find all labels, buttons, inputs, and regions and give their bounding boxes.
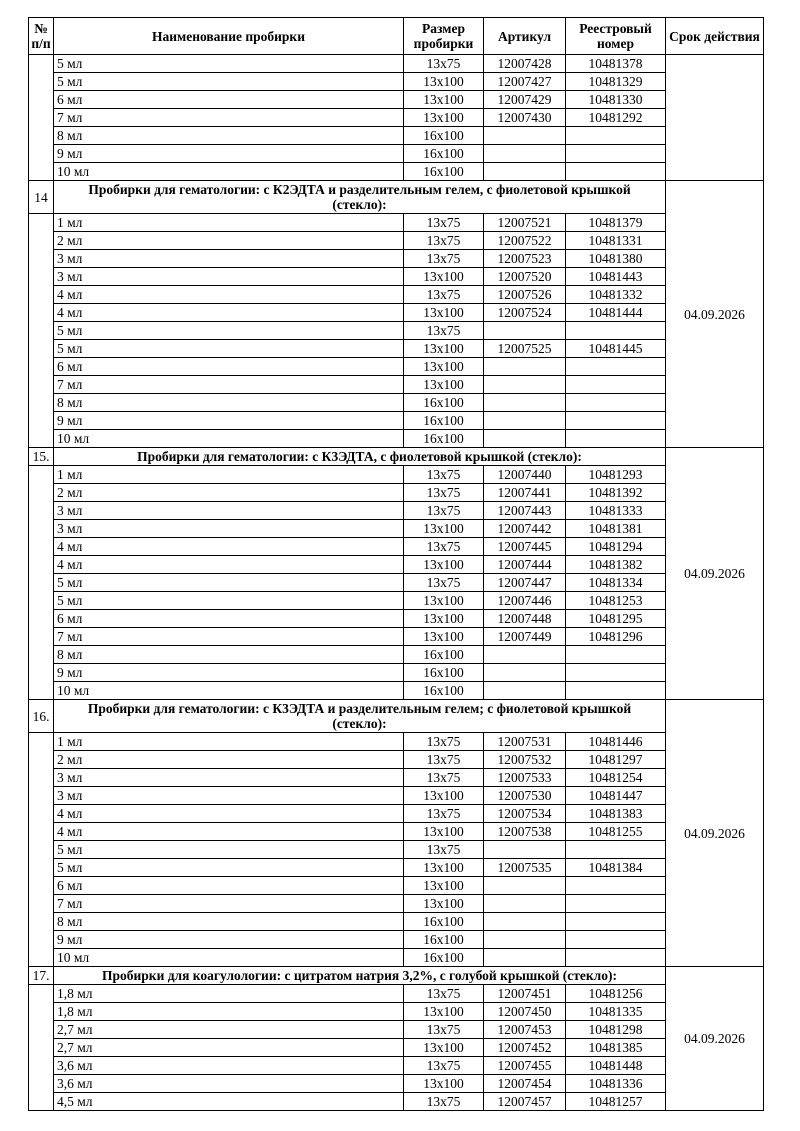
tube-name-cell: 1,8 мл (54, 985, 404, 1003)
table-row (29, 91, 764, 109)
tube-size-cell: 16x100 (404, 394, 484, 412)
tube-size-cell: 13x100 (404, 109, 484, 127)
article-cell: 12007442 (484, 520, 566, 538)
tube-name-cell: 3 мл (54, 520, 404, 538)
registry-number-cell: 10481336 (566, 1075, 666, 1093)
table-row (29, 841, 764, 859)
col-header-registry-number: Реестровый номер (566, 18, 666, 55)
tube-size-cell: 13x75 (404, 502, 484, 520)
tube-size-cell: 16x100 (404, 664, 484, 682)
article-cell: 12007446 (484, 592, 566, 610)
tube-name-cell: 1,8 мл (54, 1003, 404, 1021)
tube-size-cell: 13x100 (404, 520, 484, 538)
table-row (29, 502, 764, 520)
article-cell: 12007457 (484, 1093, 566, 1111)
registry-number-cell: 10481295 (566, 610, 666, 628)
tube-name-cell: 5 мл (54, 340, 404, 358)
tube-size-cell: 16x100 (404, 913, 484, 931)
article-cell (484, 376, 566, 394)
registry-number-cell (566, 163, 666, 181)
table-row (29, 769, 764, 787)
tube-size-cell: 13x75 (404, 733, 484, 751)
tube-name-cell: 3 мл (54, 787, 404, 805)
article-cell (484, 145, 566, 163)
table-row (29, 733, 764, 751)
section-title-cell: Пробирки для гематологии: с К3ЭДТА, с фиолетовой крышкой (стекло): (54, 448, 666, 466)
tube-size-cell: 13x100 (404, 1039, 484, 1057)
validity-cell: 04.09.2026 (666, 967, 764, 1111)
tube-name-cell: 7 мл (54, 376, 404, 394)
article-cell: 12007430 (484, 109, 566, 127)
tube-name-cell: 3 мл (54, 250, 404, 268)
registry-number-cell (566, 145, 666, 163)
article-cell: 12007535 (484, 859, 566, 877)
table-row (29, 322, 764, 340)
article-cell: 12007445 (484, 538, 566, 556)
table-row (29, 1093, 764, 1111)
registry-number-cell: 10481331 (566, 232, 666, 250)
article-cell (484, 322, 566, 340)
tube-size-cell: 16x100 (404, 430, 484, 448)
tube-name-cell: 3,6 мл (54, 1057, 404, 1075)
registry-number-cell (566, 841, 666, 859)
section-number-spacer-cell (29, 733, 54, 967)
tube-name-cell: 1 мл (54, 466, 404, 484)
table-row (29, 538, 764, 556)
table-row (29, 73, 764, 91)
tube-name-cell: 10 мл (54, 163, 404, 181)
registry-number-cell (566, 664, 666, 682)
article-cell (484, 664, 566, 682)
tube-size-cell: 13x75 (404, 841, 484, 859)
tube-size-cell: 13x75 (404, 250, 484, 268)
article-cell: 12007522 (484, 232, 566, 250)
tube-name-cell: 10 мл (54, 682, 404, 700)
article-cell (484, 412, 566, 430)
registry-number-cell: 10481296 (566, 628, 666, 646)
tube-size-cell: 13x75 (404, 322, 484, 340)
col-header-validity: Срок действия (666, 18, 764, 55)
registry-number-cell: 10481445 (566, 340, 666, 358)
section-header-row (29, 448, 764, 466)
table-row (29, 664, 764, 682)
table-row (29, 592, 764, 610)
section-title-cell: Пробирки для гематологии: с К2ЭДТА и разделительным гелем, с фиолетовой крышкой (стекло): (54, 181, 666, 214)
tube-name-cell: 1 мл (54, 733, 404, 751)
registry-number-cell: 10481335 (566, 1003, 666, 1021)
tube-size-cell: 13x100 (404, 823, 484, 841)
table-header-row (29, 18, 764, 55)
table-row (29, 1057, 764, 1075)
article-cell (484, 913, 566, 931)
table-row (29, 949, 764, 967)
section-title-cell: Пробирки для гематологии: с К3ЭДТА и разделительным гелем; с фиолетовой крышкой (стекло): (54, 700, 666, 733)
table-row (29, 127, 764, 145)
tube-name-cell: 7 мл (54, 895, 404, 913)
table-row (29, 55, 764, 73)
article-cell: 12007538 (484, 823, 566, 841)
tube-size-cell: 13x75 (404, 55, 484, 73)
tube-name-cell: 2 мл (54, 484, 404, 502)
table-row (29, 859, 764, 877)
table-row (29, 877, 764, 895)
table-row (29, 286, 764, 304)
article-cell: 12007427 (484, 73, 566, 91)
tube-size-cell: 13x100 (404, 1003, 484, 1021)
section-number-spacer-cell (29, 466, 54, 700)
tube-name-cell: 1 мл (54, 214, 404, 232)
table-row (29, 268, 764, 286)
table-row (29, 751, 764, 769)
table-row (29, 1003, 764, 1021)
tube-size-cell: 13x75 (404, 214, 484, 232)
tube-name-cell: 6 мл (54, 358, 404, 376)
registry-number-cell: 10481379 (566, 214, 666, 232)
table-row (29, 913, 764, 931)
validity-cell (666, 55, 764, 181)
table-row (29, 466, 764, 484)
table-row (29, 394, 764, 412)
article-cell: 12007448 (484, 610, 566, 628)
tube-name-cell: 2 мл (54, 751, 404, 769)
article-cell: 12007530 (484, 787, 566, 805)
registry-number-cell: 10481384 (566, 859, 666, 877)
tube-name-cell: 5 мл (54, 859, 404, 877)
tube-name-cell: 3 мл (54, 268, 404, 286)
tube-name-cell: 4 мл (54, 286, 404, 304)
registry-number-cell: 10481334 (566, 574, 666, 592)
registry-number-cell: 10481332 (566, 286, 666, 304)
tube-name-cell: 8 мл (54, 913, 404, 931)
registry-number-cell: 10481382 (566, 556, 666, 574)
table-row (29, 1075, 764, 1093)
article-cell: 12007531 (484, 733, 566, 751)
table-row (29, 163, 764, 181)
tube-name-cell: 6 мл (54, 610, 404, 628)
registry-number-cell: 10481254 (566, 769, 666, 787)
tube-size-cell: 13x75 (404, 1057, 484, 1075)
article-cell: 12007452 (484, 1039, 566, 1057)
section-number-spacer-cell (29, 55, 54, 181)
article-cell: 12007524 (484, 304, 566, 322)
table-row (29, 520, 764, 538)
section-header-row (29, 181, 764, 214)
tube-size-cell: 13x100 (404, 592, 484, 610)
section-number-cell: 17. (29, 967, 54, 985)
registry-number-cell (566, 949, 666, 967)
table-row (29, 646, 764, 664)
table-row (29, 556, 764, 574)
tube-size-cell: 13x100 (404, 787, 484, 805)
section-number-spacer-cell (29, 985, 54, 1111)
table-row (29, 358, 764, 376)
tube-size-cell: 13x75 (404, 232, 484, 250)
tube-name-cell: 9 мл (54, 412, 404, 430)
registry-number-cell (566, 646, 666, 664)
tube-size-cell: 13x100 (404, 1075, 484, 1093)
registry-number-cell: 10481297 (566, 751, 666, 769)
table-row (29, 340, 764, 358)
registry-number-cell: 10481444 (566, 304, 666, 322)
tube-size-cell: 16x100 (404, 145, 484, 163)
registry-number-cell: 10481383 (566, 805, 666, 823)
article-cell (484, 877, 566, 895)
table-row (29, 682, 764, 700)
tube-size-cell: 13x75 (404, 484, 484, 502)
registry-number-cell: 10481294 (566, 538, 666, 556)
tube-name-cell: 9 мл (54, 664, 404, 682)
tube-size-cell: 13x100 (404, 556, 484, 574)
tube-name-cell: 7 мл (54, 628, 404, 646)
article-cell (484, 163, 566, 181)
registry-number-cell (566, 931, 666, 949)
table-row (29, 250, 764, 268)
registry-number-cell: 10481443 (566, 268, 666, 286)
registry-number-cell (566, 358, 666, 376)
article-cell: 12007450 (484, 1003, 566, 1021)
tube-registry-table (28, 17, 764, 1111)
tube-size-cell: 16x100 (404, 949, 484, 967)
tube-name-cell: 9 мл (54, 931, 404, 949)
article-cell: 12007455 (484, 1057, 566, 1075)
tube-name-cell: 6 мл (54, 91, 404, 109)
registry-number-cell: 10481447 (566, 787, 666, 805)
registry-number-cell: 10481448 (566, 1057, 666, 1075)
registry-number-cell: 10481298 (566, 1021, 666, 1039)
tube-name-cell: 4 мл (54, 538, 404, 556)
tube-size-cell: 13x100 (404, 859, 484, 877)
registry-number-cell (566, 322, 666, 340)
tube-name-cell: 3 мл (54, 769, 404, 787)
registry-number-cell: 10481378 (566, 55, 666, 73)
article-cell (484, 895, 566, 913)
tube-size-cell: 13x100 (404, 304, 484, 322)
tube-size-cell: 13x75 (404, 574, 484, 592)
tube-name-cell: 4 мл (54, 556, 404, 574)
validity-cell: 04.09.2026 (666, 700, 764, 967)
registry-number-cell (566, 913, 666, 931)
article-cell: 12007444 (484, 556, 566, 574)
tube-size-cell: 13x100 (404, 73, 484, 91)
table-row (29, 232, 764, 250)
article-cell: 12007526 (484, 286, 566, 304)
table-row (29, 1021, 764, 1039)
tube-name-cell: 3 мл (54, 502, 404, 520)
article-cell (484, 358, 566, 376)
tube-size-cell: 13x100 (404, 376, 484, 394)
registry-number-cell: 10481392 (566, 484, 666, 502)
article-cell (484, 682, 566, 700)
tube-size-cell: 16x100 (404, 931, 484, 949)
tube-size-cell: 16x100 (404, 646, 484, 664)
tube-name-cell: 3,6 мл (54, 1075, 404, 1093)
tube-size-cell: 16x100 (404, 163, 484, 181)
tube-size-cell: 13x100 (404, 358, 484, 376)
article-cell: 12007443 (484, 502, 566, 520)
tube-size-cell: 16x100 (404, 412, 484, 430)
registry-number-cell: 10481293 (566, 466, 666, 484)
article-cell: 12007428 (484, 55, 566, 73)
col-header-article: Артикул (484, 18, 566, 55)
tube-name-cell: 4 мл (54, 304, 404, 322)
article-cell: 12007533 (484, 769, 566, 787)
tube-size-cell: 13x75 (404, 751, 484, 769)
registry-number-cell: 10481380 (566, 250, 666, 268)
table-row (29, 628, 764, 646)
tube-size-cell: 13x75 (404, 286, 484, 304)
section-number-spacer-cell (29, 214, 54, 448)
tube-name-cell: 2,7 мл (54, 1021, 404, 1039)
section-number-cell: 14 (29, 181, 54, 214)
tube-name-cell: 5 мл (54, 73, 404, 91)
table-row (29, 610, 764, 628)
section-number-cell: 16. (29, 700, 54, 733)
tube-name-cell: 4 мл (54, 823, 404, 841)
col-header-tube-name: Наименование пробирки (54, 18, 404, 55)
table-row (29, 1039, 764, 1057)
tube-name-cell: 6 мл (54, 877, 404, 895)
tube-size-cell: 13x75 (404, 538, 484, 556)
tube-name-cell: 5 мл (54, 55, 404, 73)
tube-name-cell: 4,5 мл (54, 1093, 404, 1111)
table-row (29, 376, 764, 394)
tube-size-cell: 13x100 (404, 895, 484, 913)
registry-number-cell (566, 682, 666, 700)
registry-number-cell (566, 376, 666, 394)
article-cell: 12007534 (484, 805, 566, 823)
table-row (29, 145, 764, 163)
table-row (29, 574, 764, 592)
article-cell (484, 841, 566, 859)
section-number-cell: 15. (29, 448, 54, 466)
tube-size-cell: 13x75 (404, 769, 484, 787)
section-header-row (29, 700, 764, 733)
article-cell: 12007429 (484, 91, 566, 109)
tube-name-cell: 10 мл (54, 430, 404, 448)
article-cell (484, 394, 566, 412)
article-cell (484, 931, 566, 949)
tube-name-cell: 7 мл (54, 109, 404, 127)
tube-size-cell: 13x100 (404, 91, 484, 109)
article-cell: 12007523 (484, 250, 566, 268)
article-cell: 12007449 (484, 628, 566, 646)
table-body (29, 55, 764, 1111)
article-cell: 12007525 (484, 340, 566, 358)
tube-name-cell: 2,7 мл (54, 1039, 404, 1057)
registry-number-cell: 10481446 (566, 733, 666, 751)
article-cell: 12007532 (484, 751, 566, 769)
section-title-cell: Пробирки для коагулологии: с цитратом натрия 3,2%, с голубой крышкой (стекло): (54, 967, 666, 985)
table-row (29, 412, 764, 430)
table-row (29, 931, 764, 949)
tube-size-cell: 13x75 (404, 466, 484, 484)
registry-number-cell: 10481381 (566, 520, 666, 538)
registry-number-cell (566, 127, 666, 145)
tube-name-cell: 8 мл (54, 646, 404, 664)
table-row (29, 787, 764, 805)
tube-size-cell: 13x100 (404, 610, 484, 628)
registry-number-cell: 10481257 (566, 1093, 666, 1111)
tube-size-cell: 13x75 (404, 1021, 484, 1039)
article-cell: 12007441 (484, 484, 566, 502)
tube-name-cell: 10 мл (54, 949, 404, 967)
registry-number-cell: 10481330 (566, 91, 666, 109)
registry-number-cell (566, 394, 666, 412)
registry-number-cell (566, 412, 666, 430)
registry-number-cell: 10481385 (566, 1039, 666, 1057)
table-row (29, 109, 764, 127)
article-cell (484, 430, 566, 448)
tube-size-cell: 13x75 (404, 1093, 484, 1111)
tube-name-cell: 9 мл (54, 145, 404, 163)
tube-name-cell: 2 мл (54, 232, 404, 250)
tube-name-cell: 8 мл (54, 127, 404, 145)
tube-size-cell: 13x100 (404, 268, 484, 286)
tube-size-cell: 13x100 (404, 340, 484, 358)
tube-size-cell: 16x100 (404, 127, 484, 145)
tube-name-cell: 8 мл (54, 394, 404, 412)
validity-cell: 04.09.2026 (666, 448, 764, 700)
tube-name-cell: 5 мл (54, 322, 404, 340)
article-cell (484, 949, 566, 967)
tube-size-cell: 13x75 (404, 985, 484, 1003)
registry-number-cell (566, 877, 666, 895)
article-cell: 12007451 (484, 985, 566, 1003)
registry-number-cell: 10481329 (566, 73, 666, 91)
tube-size-cell: 16x100 (404, 682, 484, 700)
article-cell: 12007521 (484, 214, 566, 232)
tube-name-cell: 5 мл (54, 841, 404, 859)
col-header-number: № п/п (29, 18, 54, 55)
table-row (29, 484, 764, 502)
article-cell: 12007453 (484, 1021, 566, 1039)
article-cell: 12007440 (484, 466, 566, 484)
table-row (29, 823, 764, 841)
table-row (29, 304, 764, 322)
article-cell: 12007454 (484, 1075, 566, 1093)
tube-size-cell: 13x100 (404, 877, 484, 895)
table-row (29, 895, 764, 913)
table-row (29, 985, 764, 1003)
col-header-tube-size: Размер пробирки (404, 18, 484, 55)
tube-size-cell: 13x75 (404, 805, 484, 823)
tube-name-cell: 5 мл (54, 592, 404, 610)
table-row (29, 214, 764, 232)
registry-number-cell: 10481256 (566, 985, 666, 1003)
registry-number-cell: 10481333 (566, 502, 666, 520)
registry-number-cell: 10481253 (566, 592, 666, 610)
article-cell: 12007520 (484, 268, 566, 286)
tube-name-cell: 5 мл (54, 574, 404, 592)
article-cell (484, 646, 566, 664)
article-cell: 12007447 (484, 574, 566, 592)
tube-size-cell: 13x100 (404, 628, 484, 646)
article-cell (484, 127, 566, 145)
registry-number-cell (566, 895, 666, 913)
section-header-row (29, 967, 764, 985)
registry-number-cell: 10481255 (566, 823, 666, 841)
table-row (29, 805, 764, 823)
table-row (29, 430, 764, 448)
registry-number-cell: 10481292 (566, 109, 666, 127)
registry-number-cell (566, 430, 666, 448)
tube-name-cell: 4 мл (54, 805, 404, 823)
validity-cell: 04.09.2026 (666, 181, 764, 448)
